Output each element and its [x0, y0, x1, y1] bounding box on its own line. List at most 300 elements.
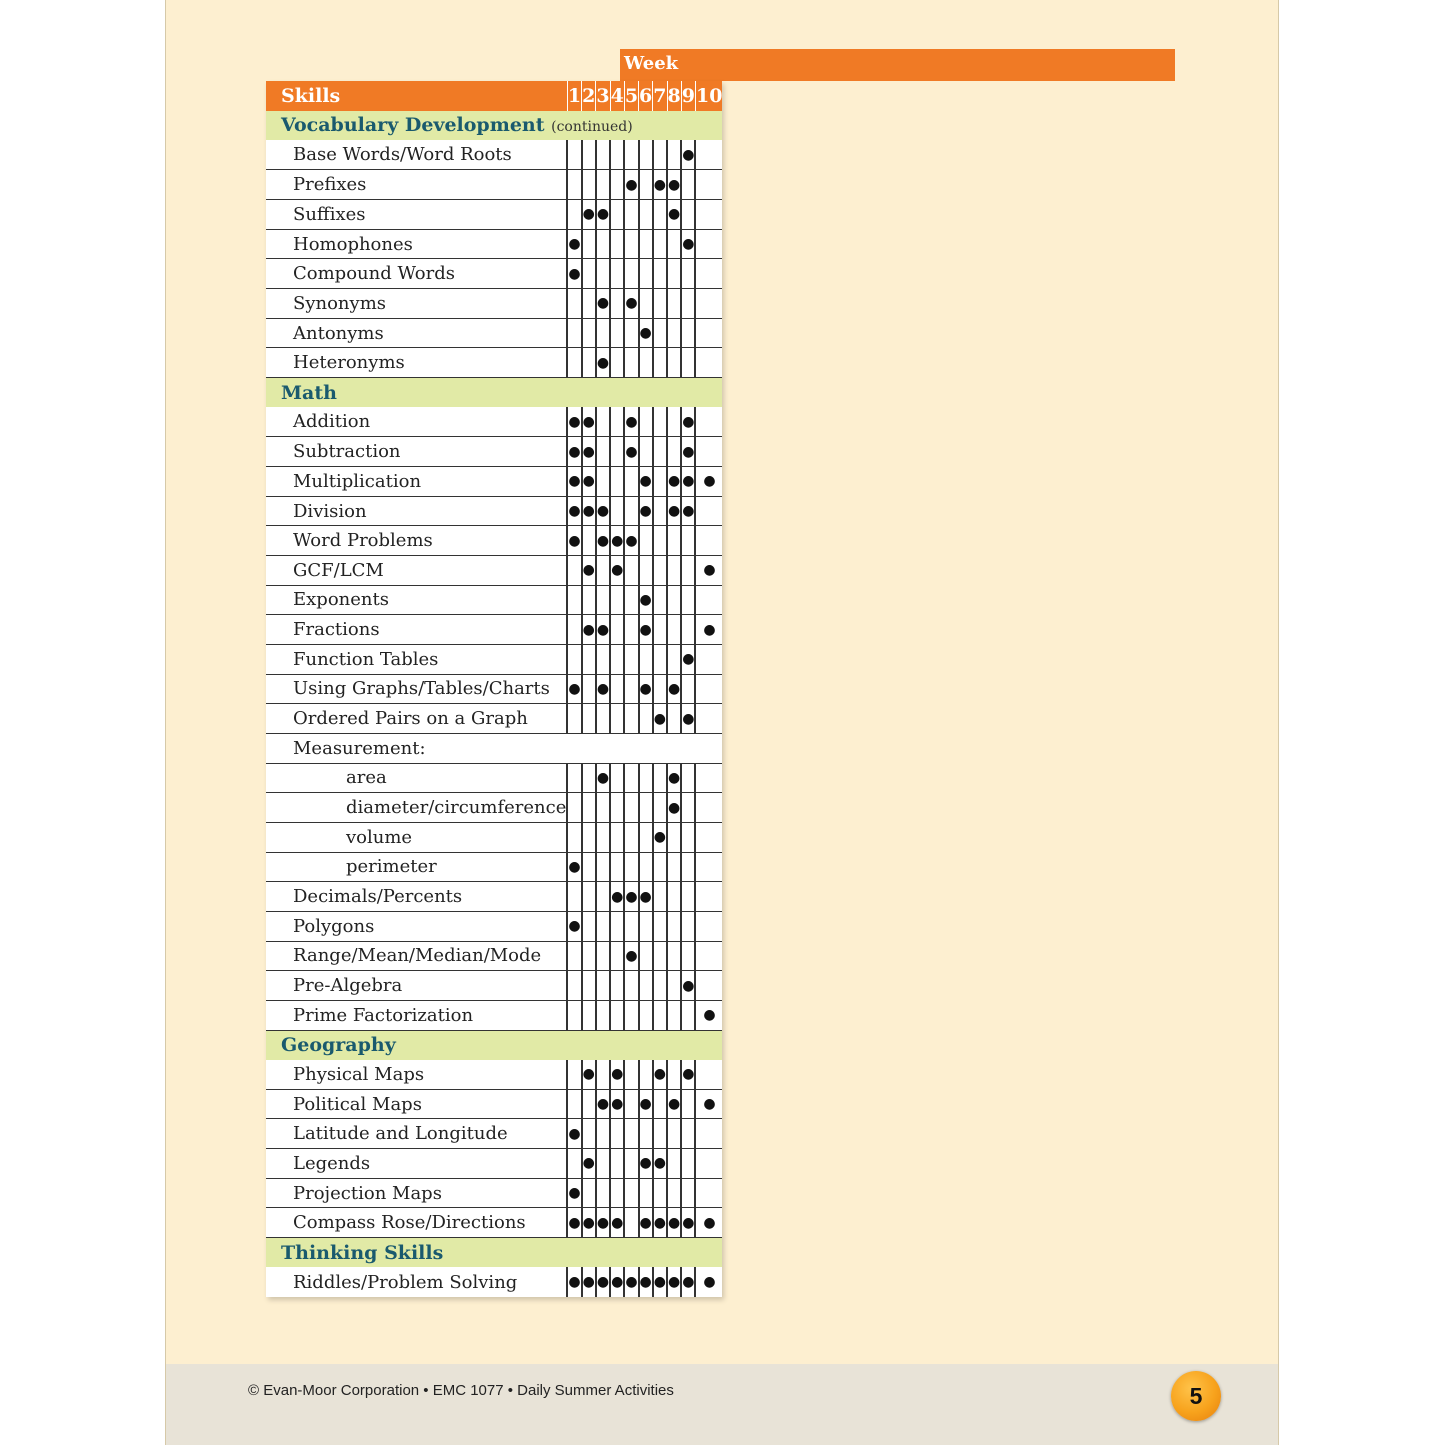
week-cell — [639, 763, 653, 793]
table-row — [266, 941, 722, 971]
table-row — [266, 140, 722, 170]
bullet-icon: ● — [568, 680, 581, 697]
page-footer — [166, 1364, 1278, 1445]
bullet-icon: ● — [582, 1155, 595, 1172]
week-cell — [639, 1060, 653, 1090]
week-cell — [610, 644, 624, 674]
week-cell — [653, 1178, 667, 1208]
week-cell — [567, 348, 581, 378]
week-cell — [582, 852, 596, 882]
bullet-icon: ● — [582, 1274, 595, 1291]
week-cell — [667, 348, 681, 378]
skill-name: Multiplication — [266, 467, 567, 497]
week-cell — [667, 822, 681, 852]
bullet-icon: ● — [668, 1274, 681, 1291]
workbook-page — [165, 0, 1279, 1445]
week-cell — [667, 259, 681, 289]
week-cell — [667, 496, 681, 526]
week-cell — [624, 1149, 638, 1179]
week-cell — [610, 793, 624, 823]
week-cell — [582, 615, 596, 645]
week-cell — [653, 1000, 667, 1030]
week-cell — [639, 1267, 653, 1297]
week-cell — [582, 467, 596, 497]
week-cell — [624, 1208, 638, 1238]
week-cell — [567, 1267, 581, 1297]
week-column-header: 10 — [695, 81, 722, 111]
week-cell — [695, 467, 722, 497]
bullet-icon: ● — [625, 295, 638, 312]
week-cell — [582, 1060, 596, 1090]
bullet-icon: ● — [611, 562, 624, 579]
week-cell — [596, 259, 610, 289]
week-cell — [653, 822, 667, 852]
bullet-icon: ● — [568, 1214, 581, 1231]
week-cell — [639, 526, 653, 556]
week-cell — [567, 704, 581, 734]
table-row — [266, 556, 722, 586]
week-cell — [681, 1089, 695, 1119]
week-cell — [567, 941, 581, 971]
week-cell — [695, 585, 722, 615]
week-cell — [681, 1208, 695, 1238]
table-row — [266, 348, 722, 378]
table-row — [266, 852, 722, 882]
bullet-icon: ● — [703, 562, 716, 579]
week-cell — [624, 467, 638, 497]
week-cell — [624, 1267, 638, 1297]
bullet-icon: ● — [582, 621, 595, 638]
week-cell — [681, 644, 695, 674]
week-cell — [582, 170, 596, 200]
bullet-icon: ● — [582, 503, 595, 520]
bullet-icon: ● — [682, 1066, 695, 1083]
week-cell — [610, 763, 624, 793]
bullet-icon: ● — [568, 1185, 581, 1202]
section-title — [266, 378, 722, 408]
skill-name: Synonyms — [266, 289, 567, 319]
bullet-icon: ● — [682, 473, 695, 490]
bullet-icon: ● — [568, 265, 581, 282]
bullet-icon: ● — [625, 947, 638, 964]
week-cell — [582, 941, 596, 971]
bullet-icon: ● — [682, 413, 695, 430]
week-cell — [667, 1149, 681, 1179]
bullet-icon: ● — [682, 236, 695, 253]
week-cell — [582, 911, 596, 941]
week-cell — [681, 615, 695, 645]
week-cell — [681, 467, 695, 497]
week-cell — [653, 1089, 667, 1119]
week-cell — [624, 1119, 638, 1149]
week-cell — [582, 437, 596, 467]
week-cell — [653, 289, 667, 319]
bullet-icon: ● — [625, 888, 638, 905]
bullet-icon: ● — [639, 888, 652, 905]
bullet-icon: ● — [682, 710, 695, 727]
skill-name: GCF/LCM — [266, 556, 567, 586]
week-cell — [667, 1089, 681, 1119]
table-row — [266, 1208, 722, 1238]
week-cell — [582, 674, 596, 704]
week-cell — [624, 585, 638, 615]
skill-name: perimeter — [266, 852, 567, 882]
week-cell — [639, 585, 653, 615]
week-cell — [653, 911, 667, 941]
table-row — [266, 793, 722, 823]
week-cell — [624, 615, 638, 645]
week-column-header: 8 — [667, 81, 681, 111]
week-cell — [582, 1089, 596, 1119]
bullet-icon: ● — [611, 888, 624, 905]
week-cell — [582, 882, 596, 912]
week-cell — [596, 852, 610, 882]
week-cell — [610, 259, 624, 289]
table-row — [266, 585, 722, 615]
week-cell — [653, 467, 667, 497]
week-cell — [567, 644, 581, 674]
week-cell — [667, 140, 681, 170]
bullet-icon: ● — [703, 473, 716, 490]
skill-name: Suffixes — [266, 200, 567, 230]
week-cell — [610, 941, 624, 971]
bullet-icon: ● — [596, 1214, 610, 1231]
bullet-icon: ● — [596, 1274, 610, 1291]
bullet-icon: ● — [639, 621, 652, 638]
week-cell — [681, 229, 695, 259]
skill-name: Range/Mean/Median/Mode — [266, 941, 567, 971]
week-cell — [567, 852, 581, 882]
bullet-icon: ● — [703, 1214, 716, 1231]
week-cell — [667, 971, 681, 1001]
week-cell — [624, 1000, 638, 1030]
bullet-icon: ● — [653, 710, 666, 727]
week-cell — [639, 911, 653, 941]
week-cell — [639, 467, 653, 497]
week-cell — [695, 526, 722, 556]
week-cell — [582, 1178, 596, 1208]
week-cell — [639, 822, 653, 852]
week-cell — [582, 140, 596, 170]
week-cell — [639, 348, 653, 378]
bullet-icon: ● — [639, 473, 652, 490]
week-cell — [639, 1149, 653, 1179]
week-cell — [653, 1267, 667, 1297]
week-cell — [653, 348, 667, 378]
week-cell — [667, 437, 681, 467]
bullet-icon: ● — [703, 1096, 716, 1113]
bullet-icon: ● — [596, 1096, 610, 1113]
bullet-icon: ● — [653, 829, 666, 846]
bullet-icon: ● — [639, 1214, 652, 1231]
week-cell — [667, 1000, 681, 1030]
week-cell — [610, 704, 624, 734]
bullet-icon: ● — [582, 562, 595, 579]
skill-name: Polygons — [266, 911, 567, 941]
week-cell — [610, 140, 624, 170]
week-cell — [624, 704, 638, 734]
skill-name: Addition — [266, 407, 567, 437]
week-cell — [681, 289, 695, 319]
table-row — [266, 318, 722, 348]
week-cell — [695, 556, 722, 586]
skill-name: Pre-Algebra — [266, 971, 567, 1001]
week-cell — [653, 140, 667, 170]
skills-table-body — [266, 111, 722, 1297]
week-cell — [695, 911, 722, 941]
week-cell — [653, 852, 667, 882]
week-cell — [596, 467, 610, 497]
skill-name: Compass Rose/Directions — [266, 1208, 567, 1238]
bullet-icon: ● — [611, 1274, 624, 1291]
table-row — [266, 882, 722, 912]
skill-name: Prime Factorization — [266, 1000, 567, 1030]
week-cell — [596, 793, 610, 823]
bullet-icon: ● — [625, 1274, 638, 1291]
bullet-icon: ● — [568, 1125, 581, 1142]
week-cell — [653, 437, 667, 467]
bullet-icon: ● — [668, 503, 681, 520]
skill-name: Subtraction — [266, 437, 567, 467]
week-cell — [639, 318, 653, 348]
skill-name: Decimals/Percents — [266, 882, 567, 912]
week-cell — [653, 526, 667, 556]
week-cell — [596, 1060, 610, 1090]
week-cell — [681, 1267, 695, 1297]
table-row — [266, 674, 722, 704]
bullet-icon: ● — [568, 413, 581, 430]
week-cell — [624, 971, 638, 1001]
week-cell — [695, 140, 722, 170]
bullet-icon: ● — [668, 680, 681, 697]
week-cell — [653, 793, 667, 823]
week-cell — [567, 526, 581, 556]
week-cell — [681, 140, 695, 170]
week-cell — [695, 763, 722, 793]
week-cell — [596, 407, 610, 437]
skill-name: Riddles/Problem Solving — [266, 1267, 567, 1297]
bullet-icon: ● — [582, 413, 595, 430]
week-cell — [681, 1119, 695, 1149]
week-cell — [653, 1208, 667, 1238]
week-cell — [667, 526, 681, 556]
week-cell — [624, 941, 638, 971]
bullet-icon: ● — [653, 1274, 666, 1291]
skill-name: Legends — [266, 1149, 567, 1179]
week-cell — [681, 1000, 695, 1030]
table-row — [266, 1149, 722, 1179]
week-cell — [582, 496, 596, 526]
section-header-row — [266, 378, 722, 408]
week-cell — [681, 763, 695, 793]
week-cell — [610, 407, 624, 437]
week-cell — [653, 170, 667, 200]
week-cell — [653, 585, 667, 615]
week-cell — [610, 289, 624, 319]
week-cell — [667, 911, 681, 941]
bullet-icon: ● — [582, 1066, 595, 1083]
bullet-icon: ● — [596, 621, 610, 638]
week-cell — [596, 615, 610, 645]
week-column-header: 1 — [567, 81, 581, 111]
week-cell — [567, 1119, 581, 1149]
table-row — [266, 407, 722, 437]
table-row — [266, 822, 722, 852]
week-cell — [596, 526, 610, 556]
bullet-icon: ● — [568, 532, 581, 549]
week-cell — [567, 496, 581, 526]
bullet-icon: ● — [611, 1214, 624, 1231]
bullet-icon: ● — [568, 1274, 581, 1291]
week-cell — [639, 941, 653, 971]
week-cell — [667, 1060, 681, 1090]
table-row — [266, 229, 722, 259]
week-cell — [695, 1178, 722, 1208]
week-cell — [639, 644, 653, 674]
week-cell — [582, 971, 596, 1001]
bullet-icon: ● — [682, 443, 695, 460]
bullet-icon: ● — [582, 206, 595, 223]
week-cell — [567, 467, 581, 497]
week-cell — [624, 674, 638, 704]
week-cell — [567, 763, 581, 793]
section-title-text: Vocabulary Development — [281, 114, 545, 137]
skill-name: Projection Maps — [266, 1178, 567, 1208]
week-cell — [610, 437, 624, 467]
bullet-icon: ● — [668, 769, 681, 786]
week-cell — [624, 229, 638, 259]
week-cell — [596, 318, 610, 348]
week-cell — [624, 852, 638, 882]
week-cell — [639, 882, 653, 912]
week-cell — [624, 140, 638, 170]
week-cell — [610, 556, 624, 586]
week-cell — [653, 882, 667, 912]
week-cell — [610, 496, 624, 526]
table-row — [266, 289, 722, 319]
skill-name: Function Tables — [266, 644, 567, 674]
week-cell — [653, 941, 667, 971]
week-cell — [681, 556, 695, 586]
week-cell — [582, 704, 596, 734]
week-cell — [639, 170, 653, 200]
bullet-icon: ● — [625, 176, 638, 193]
bullet-icon: ● — [639, 325, 652, 342]
week-cell — [681, 704, 695, 734]
week-cell — [695, 259, 722, 289]
week-cell — [567, 259, 581, 289]
week-cell — [653, 496, 667, 526]
week-cell — [610, 822, 624, 852]
table-row — [266, 496, 722, 526]
bullet-icon: ● — [596, 206, 610, 223]
week-cell — [695, 941, 722, 971]
week-cell — [681, 496, 695, 526]
bullet-icon: ● — [625, 443, 638, 460]
week-cell — [695, 615, 722, 645]
week-header: Week — [620, 49, 1175, 81]
week-cell — [567, 822, 581, 852]
week-cell — [639, 407, 653, 437]
bullet-icon: ● — [682, 651, 695, 668]
week-cell — [681, 585, 695, 615]
bullet-icon: ● — [596, 769, 610, 786]
bullet-icon: ● — [703, 1007, 716, 1024]
week-cell — [610, 1267, 624, 1297]
week-cell — [639, 556, 653, 586]
table-row — [266, 200, 722, 230]
bullet-icon: ● — [682, 977, 695, 994]
week-cell — [681, 852, 695, 882]
skill-name: Antonyms — [266, 318, 567, 348]
week-cell — [667, 407, 681, 437]
bullet-icon: ● — [611, 532, 624, 549]
bullet-icon: ● — [625, 413, 638, 430]
skill-name: Division — [266, 496, 567, 526]
bullet-icon: ● — [582, 443, 595, 460]
week-cell — [639, 259, 653, 289]
week-cell — [667, 793, 681, 823]
week-cell — [667, 941, 681, 971]
week-cell — [653, 644, 667, 674]
week-cell — [639, 289, 653, 319]
week-cell — [639, 615, 653, 645]
bullet-icon: ● — [668, 1214, 681, 1231]
week-cell — [624, 793, 638, 823]
week-cell — [567, 318, 581, 348]
week-cell — [610, 911, 624, 941]
week-cell — [596, 585, 610, 615]
week-cell — [639, 1208, 653, 1238]
week-cell — [582, 793, 596, 823]
week-cell — [667, 763, 681, 793]
bullet-icon: ● — [596, 680, 610, 697]
week-cell — [596, 674, 610, 704]
week-cell — [596, 556, 610, 586]
week-cell — [596, 348, 610, 378]
week-column-header: 5 — [624, 81, 638, 111]
table-row — [266, 1267, 722, 1297]
bullet-icon: ● — [682, 1274, 695, 1291]
week-cell — [596, 1149, 610, 1179]
week-cell — [695, 496, 722, 526]
skill-name: Political Maps — [266, 1089, 567, 1119]
skill-name: Base Words/Word Roots — [266, 140, 567, 170]
week-cell — [567, 585, 581, 615]
week-cell — [610, 615, 624, 645]
table-row — [266, 971, 722, 1001]
week-cell — [667, 289, 681, 319]
week-cell — [610, 882, 624, 912]
skill-name: Prefixes — [266, 170, 567, 200]
week-cell — [639, 793, 653, 823]
week-cell — [667, 852, 681, 882]
week-cell — [624, 318, 638, 348]
week-column-header: 3 — [596, 81, 610, 111]
week-cell — [681, 971, 695, 1001]
week-cell — [695, 644, 722, 674]
week-cell — [610, 348, 624, 378]
week-cell — [639, 674, 653, 704]
week-cell — [567, 437, 581, 467]
week-cell — [695, 971, 722, 1001]
week-cell — [567, 1060, 581, 1090]
week-cell — [667, 1178, 681, 1208]
week-cell — [596, 170, 610, 200]
week-cell — [653, 615, 667, 645]
skill-name: Homophones — [266, 229, 567, 259]
week-cell — [624, 496, 638, 526]
